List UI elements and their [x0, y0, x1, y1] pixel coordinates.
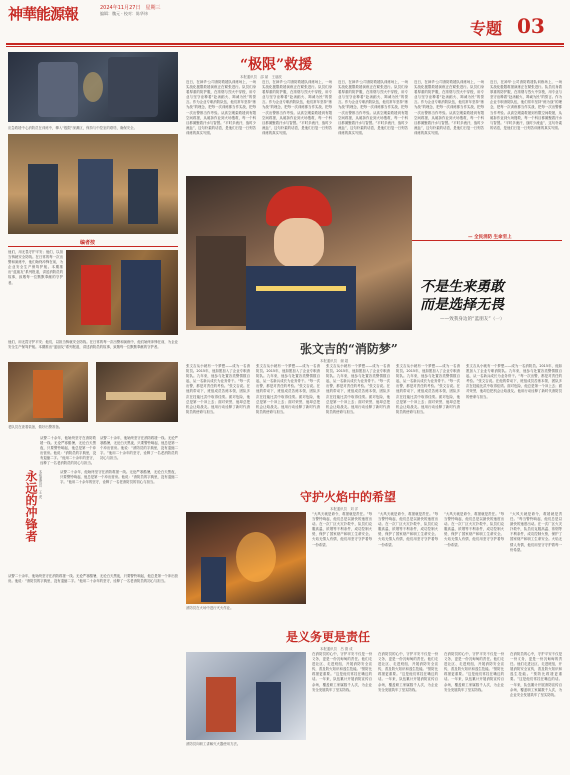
byline-hope: 本报通讯员 刘 洋 — [330, 507, 359, 511]
article-body-dream-5: 张文吉从小就有一个梦想——成为一名消防员。2015年，他如愿加入了企业专职消防队。九年来，他参与处置各类警情数百起，从一名新兵成长为业务骨干。“每一次出警，都是对责任的考验。”张文吉说。在他的带动下，班组成员苦练本领，团队多次在技能比武中取得佳绩。面对危险，他总是第一个冲上去；面对荣誉，他却总把机会让给战友。他用行动诠释了新时代消防员的使命与担当。 — [466, 364, 562, 399]
article-body-honor-3: 在消防员的心中，守护平安不仅是一份义务，更是一份沉甸甸的责任。他们走进社区、走进班组，开展消防安全宣传，普及防火知识和逃生技能。“预防比救援更重要。”这是他们常挂在嘴边的话。一年来，队伍累计开展消防宣传百余场，覆盖职工家属数千人次，为企业安全发展筑牢了坚实防线。 — [444, 652, 504, 692]
header-rule-thin — [6, 46, 564, 47]
article-title-hope: 守护火焰中的希望 — [300, 490, 397, 504]
article-title-dream: 张文吉的“消防梦” — [300, 342, 398, 356]
article-body-vertical-4: 从警二十余年，他始终坚守在消防救援一线。无论严寒酷暑，无论白天黑夜，只要警铃响起，他总是第一个冲出营房。他说：“消防员的字典里，没有退缩二字。”他用二十余年的坚守，诠释了一名老消防员的初心与担当。 — [8, 574, 178, 584]
byline-honor: 本报通讯员 吕 德 成 — [320, 647, 353, 651]
photo-caption-honor: 消防员向职工讲解灭火器使用方法。 — [186, 742, 241, 746]
article-body-honor-1: 在消防员的心中，守护平安不仅是一份义务，更是一份沉甸甸的责任。他们走进社区、走进班组，开展消防安全宣传，普及防火知识和逃生技能。“预防比救援更重要。”这是他们常挂在嘴边的话。一年来，队伍累计开展消防宣传百余场，覆盖职工家属数千人次，为企业安全发展筑牢了坚实防线。 — [312, 652, 372, 692]
photo-gear-inspection — [66, 250, 178, 335]
article-body-honor-4: 在消防员的心中，守护平安不仅是一份义务，更是一份沉甸甸的责任。他们走进社区、走进班组，开展消防安全宣传，普及防火知识和逃生技能。“预防比救援更重要。”这是他们常挂在嘴边的话。一年来，队伍累计开展消防宣传百余场，覆盖职工家属数千人次，为企业安全发展筑牢了坚实防线。 — [510, 652, 562, 697]
byline-rescue: 本报通讯员 邵 斌 王朋波 — [240, 75, 282, 79]
article-body-hope-4: “大风天就是命令，救援就是责任。”每当警铃响起，他们总是以最快的速度出动。在一次厂区火灾扑救中，队员们克服高温、浓烟等不利条件，成功控制火势，保护了国家财产和职工生命安全。火焰无情人有情，他们用坚守守护着每一份希望。 — [510, 512, 562, 552]
byline-vertical: 本报通讯员 王 虎 — [38, 470, 42, 499]
article-body-hope-1: “大风天就是命令，救援就是责任。”每当警铃响起，他们总是以最快的速度出动。在一次厂区火灾扑救中，队员们克服高温、浓烟等不利条件，成功控制火势，保护了国家财产和职工生命安全。火焰无情人有情，他们用坚守守护着每一份希望。 — [312, 512, 372, 547]
lead-banner-line-1: 不是生来勇敢 — [420, 279, 504, 295]
ribbon-text: — 全民消防 生命至上 — [468, 235, 512, 240]
photo-caption-left: 应急救援中心消防员在训练中，攀入“极限”深渊区，保持与中控室的联络，确保安全。 — [8, 126, 137, 130]
article-body-dream-3: 张文吉从小就有一个梦想——成为一名消防员。2015年，他如愿加入了企业专职消防队。九年来，他参与处置各类警情数百起，从一名新兵成长为业务骨干。“每一次出警，都是对责任的考验。”张文吉说。在他的带动下，班组成员苦练本领，团队多次在技能比武中取得佳绩。面对危险，他总是第一个冲上去；面对荣誉，他却总把机会让给战友。他用行动诠释了新时代消防员的使命与担当。 — [326, 364, 390, 414]
photo-hose-training — [96, 362, 178, 422]
article-body-rescue-4: 近日，在神华·公司消防救援队训练场上，一场实战化极限救援演练正在紧张进行。队员们身着厚重的防护服，在浓烟与烈火中穿梭，用专业与坚守诠释着“赴汤蹈火、竭诚为民”的誓言。作为企业专职消防队伍，他们常年坚持“练为战”的理念，把每一次训练都当作实战，把每一次出警都当作考验。从高空绳索救援到有限空间救援，从破拆作业到火场搜救，每一个科目都凝聚着汗水与智慧。“平时多流汗，战时少流血”，这句朴素的话语，是他们日复一日刻苦训练的真实写照。 — [414, 80, 484, 135]
editor-note-label: 编者按 — [80, 240, 96, 246]
editor-line: 编辑：魏元 · 校对：陈华炜 — [100, 11, 148, 16]
masthead-brand: 神華能源報 — [8, 5, 79, 23]
article-title-vertical: 永远的冲锋者 — [24, 470, 38, 542]
page-number: 03 — [517, 14, 545, 38]
article-title-honor: 是义务更是责任 — [286, 630, 371, 644]
article-body-rescue-2: 近日，在神华·公司消防救援队训练场上，一场实战化极限救援演练正在紧张进行。队员们身着厚重的防护服，在浓烟与烈火中穿梭，用专业与坚守诠释着“赴汤蹈火、竭诚为民”的誓言。作为企业专职消防队伍，他们常年坚持“练为战”的理念，把每一次训练都当作实战，把每一次出警都当作考验。从高空绳索救援到有限空间救援，从破拆作业到火场搜救，每一个科目都凝聚着汗水与智慧。“平时多流汗，战时少流血”，这句朴素的话语，是他们日复一日刻苦训练的真实写照。 — [262, 80, 332, 135]
editor-note-rule — [8, 246, 178, 247]
article-body-dream-4: 张文吉从小就有一个梦想——成为一名消防员。2015年，他如愿加入了企业专职消防队。九年来，他参与处置各类警情数百起，从一名新兵成长为业务骨干。“每一次出警，都是对责任的考验。”张文吉说。在他的带动下，班组成员苦练本领，团队多次在技能比武中取得佳绩。面对危险，他总是第一个冲上去；面对荣誉，他却总把机会让给战友。他用行动诠释了新时代消防员的使命与担当。 — [396, 364, 460, 414]
editor-note-col-1: 他们，用无畏守护平安；他们，以担当铸就安全防线。在日常的每一次出警和演练中，他们始终冲锋在前，为企业安全生产保驾护航。本期推出“蓝朋友”系列报道，讲述消防员的故事，致敬每一位默默奉献的守护者。 — [8, 250, 63, 285]
photo-caption-veteran: 老队员在查看装备，做好出警准备。 — [8, 425, 63, 429]
photo-fire-scene — [186, 512, 306, 604]
article-body-vertical-3: 从警二十余年，他始终坚守在消防救援一线。无论严寒酷暑，无论白天黑夜，只要警铃响起，他总是第一个冲出营房。他说：“消防员的字典里，没有退缩二字。”他用二十余年的坚守，诠释了一名老消防员的初心与担当。 — [60, 470, 178, 485]
article-body-vertical-2: 从警二十余年，他始终坚守在消防救援一线。无论严寒酷暑，无论白天黑夜，只要警铃响起，他总是第一个冲出营房。他说：“消防员的字典里，没有退缩二字。”他用二十余年的坚守，诠释了一名老消防员的初心与担当。 — [100, 436, 178, 461]
photo-caption-hope: 消防员在火场中进行灭火作业。 — [186, 606, 234, 610]
section-label: 专题 — [470, 19, 503, 38]
article-title-rescue: “极限”救援 — [240, 57, 313, 73]
photo-fire-education — [186, 652, 306, 740]
photo-firefighter-portrait — [186, 176, 412, 330]
article-body-vertical-1: 从警二十余年，他始终坚守在消防救援一线。无论严寒酷暑，无论白天黑夜，只要警铃响起，他总是第一个冲出营房。他说：“消防员的字典里，没有退缩二字。”他用二十余年的坚守，诠释了一名老消防员的初心与担当。 — [40, 436, 96, 466]
article-body-rescue-5: 近日，在神华·公司消防救援队训练场上，一场实战化极限救援演练正在紧张进行。队员们身着厚重的防护服，在浓烟与烈火中穿梭，用专业与坚守诠释着“赴汤蹈火、竭诚为民”的誓言。作为企业专职消防队伍，他们常年坚持“练为战”的理念，把每一次训练都当作实战，把每一次出警都当作考验。从高空绳索救援到有限空间救援，从破拆作业到火场搜救，每一个科目都凝聚着汗水与智慧。“平时多流汗，战时少流血”，这句朴素的话语，是他们日复一日刻苦训练的真实写照。 — [490, 80, 562, 130]
issue-date: 2024年11月27日 星期三 — [100, 5, 161, 11]
photo-veteran — [8, 362, 88, 422]
photo-rescue-scene — [8, 134, 178, 234]
lead-banner-subline: ——致我身边的“蓝朋友”（一） — [440, 317, 505, 322]
photo-training-dark — [8, 52, 178, 122]
article-body-dream-1: 张文吉从小就有一个梦想——成为一名消防员。2015年，他如愿加入了企业专职消防队。九年来，他参与处置各类警情数百起，从一名新兵成长为业务骨干。“每一次出警，都是对责任的考验。”张文吉说。在他的带动下，班组成员苦练本领，团队多次在技能比武中取得佳绩。面对危险，他总是第一个冲上去；面对荣誉，他却总把机会让给战友。他用行动诠释了新时代消防员的使命与担当。 — [186, 364, 250, 414]
byline-dream: 本报通讯员 谢 超 — [320, 359, 349, 363]
article-body-honor-2: 在消防员的心中，守护平安不仅是一份义务，更是一份沉甸甸的责任。他们走进社区、走进班组，开展消防安全宣传，普及防火知识和逃生技能。“预防比救援更重要。”这是他们常挂在嘴边的话。一年来，队伍累计开展消防宣传百余场，覆盖职工家属数千人次，为企业安全发展筑牢了坚实防线。 — [378, 652, 438, 692]
article-body-rescue-1: 近日，在神华·公司消防救援队训练场上，一场实战化极限救援演练正在紧张进行。队员们身着厚重的防护服，在浓烟与烈火中穿梭，用专业与坚守诠释着“赴汤蹈火、竭诚为民”的誓言。作为企业专职消防队伍，他们常年坚持“练为战”的理念，把每一次训练都当作实战，把每一次出警都当作考验。从高空绳索救援到有限空间救援，从破拆作业到火场搜救，每一个科目都凝聚着汗水与智慧。“平时多流汗，战时少流血”，这句朴素的话语，是他们日复一日刻苦训练的真实写照。 — [186, 80, 256, 135]
article-body-hope-2: “大风天就是命令，救援就是责任。”每当警铃响起，他们总是以最快的速度出动。在一次厂区火灾扑救中，队员们克服高温、浓烟等不利条件，成功控制火势，保护了国家财产和职工生命安全。火焰无情人有情，他们用坚守守护着每一份希望。 — [378, 512, 438, 547]
header-rule — [6, 43, 564, 45]
article-body-hope-3: “大风天就是命令，救援就是责任。”每当警铃响起，他们总是以最快的速度出动。在一次厂区火灾扑救中，队员们克服高温、浓烟等不利条件，成功控制火势，保护了国家财产和职工生命安全。火焰无情人有情，他们用坚守守护着每一份希望。 — [444, 512, 504, 547]
lead-banner-line-2: 而是选择无畏 — [420, 297, 504, 313]
article-body-rescue-3: 近日，在神华·公司消防救援队训练场上，一场实战化极限救援演练正在紧张进行。队员们身着厚重的防护服，在浓烟与烈火中穿梭，用专业与坚守诠释着“赴汤蹈火、竭诚为民”的誓言。作为企业专职消防队伍，他们常年坚持“练为战”的理念，把每一次训练都当作实战，把每一次出警都当作考验。从高空绳索救援到有限空间救援，从破拆作业到火场搜救，每一个科目都凝聚着汗水与智慧。“平时多流汗，战时少流血”，这句朴素的话语，是他们日复一日刻苦训练的真实写照。 — [338, 80, 408, 135]
editor-note-col-2: 他们，用无畏守护平安；他们，以担当铸就安全防线。在日常的每一次出警和演练中，他们始终冲锋在前，为企业安全生产保驾护航。本期推出“蓝朋友”系列报道，讲述消防员的故事，致敬每一位默默奉献的守护者。 — [8, 340, 178, 350]
article-body-dream-2: 张文吉从小就有一个梦想——成为一名消防员。2015年，他如愿加入了企业专职消防队。九年来，他参与处置各类警情数百起，从一名新兵成长为业务骨干。“每一次出警，都是对责任的考验。”张文吉说。在他的带动下，班组成员苦练本领，团队多次在技能比武中取得佳绩。面对危险，他总是第一个冲上去；面对荣誉，他却总把机会让给战友。他用行动诠释了新时代消防员的使命与担当。 — [256, 364, 320, 414]
